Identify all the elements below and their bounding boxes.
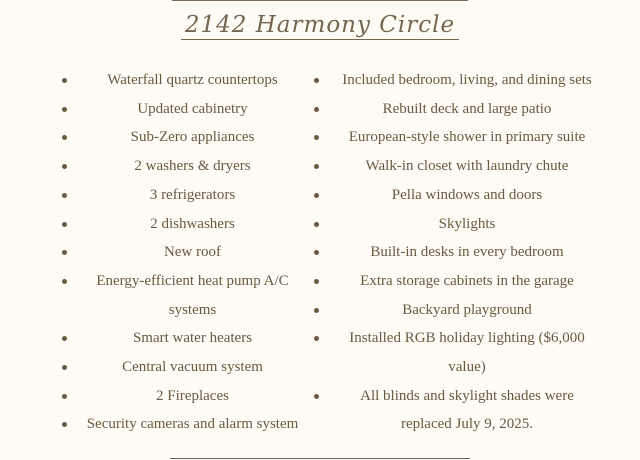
- bullet-icon: [62, 107, 67, 112]
- list-item: Security cameras and alarm system: [58, 410, 303, 439]
- bullet-icon: [62, 394, 67, 399]
- bullet-icon: [314, 135, 319, 140]
- list-item: Skylights: [310, 210, 600, 239]
- bullet-icon: [314, 222, 319, 227]
- bullet-icon: [62, 336, 67, 341]
- bullet-icon: [62, 193, 67, 198]
- bullet-icon: [314, 308, 319, 313]
- page-title: [0, 12, 640, 40]
- bullet-icon: [314, 279, 319, 284]
- bullet-icon: [314, 336, 319, 341]
- list-item: 2 dishwashers: [58, 210, 303, 239]
- bullet-icon: [62, 250, 67, 255]
- list-item: Updated cabinetry: [58, 95, 303, 124]
- bullet-icon: [314, 164, 319, 169]
- bullet-icon: [62, 135, 67, 140]
- bullet-icon: [62, 279, 67, 284]
- list-item: European-style shower in primary suite: [310, 123, 600, 152]
- list-item: Pella windows and doors: [310, 181, 600, 210]
- bullet-icon: [314, 193, 319, 198]
- list-item: Walk-in closet with laundry chute: [310, 152, 600, 181]
- list-item: Sub-Zero appliances: [58, 123, 303, 152]
- bullet-icon: [314, 394, 319, 399]
- bullet-icon: [62, 164, 67, 169]
- features-list-right: [310, 66, 600, 439]
- list-item: 2 Fireplaces: [58, 382, 303, 411]
- list-item: Backyard playground: [310, 296, 600, 325]
- bullet-icon: [62, 422, 67, 427]
- list-item: Energy-efficient heat pump A/C systems: [58, 267, 303, 324]
- list-item: Central vacuum system: [58, 353, 303, 382]
- list-item: 2 washers & dryers: [58, 152, 303, 181]
- bullet-icon: [62, 365, 67, 370]
- list-item: Installed RGB holiday lighting ($6,000 value): [310, 324, 600, 381]
- bullet-icon: [62, 222, 67, 227]
- list-item: All blinds and skylight shades were replaced July 9, 2025.: [310, 382, 600, 439]
- list-item: New roof: [58, 238, 303, 267]
- list-item: 3 refrigerators: [58, 181, 303, 210]
- list-item: Included bedroom, living, and dining sets: [310, 66, 600, 95]
- features-list-left: [58, 66, 303, 439]
- list-item: Built-in desks in every bedroom: [310, 238, 600, 267]
- list-item: Waterfall quartz countertops: [58, 66, 303, 95]
- list-item: Rebuilt deck and large patio: [310, 95, 600, 124]
- bottom-divider: [170, 458, 470, 459]
- list-item: Extra storage cabinets in the garage: [310, 267, 600, 296]
- title-text: 2142 Harmony Circle: [181, 12, 459, 40]
- bullet-icon: [314, 107, 319, 112]
- bullet-icon: [314, 78, 319, 83]
- top-divider: [172, 0, 468, 1]
- bullet-icon: [314, 250, 319, 255]
- list-item: Smart water heaters: [58, 324, 303, 353]
- bullet-icon: [62, 78, 67, 83]
